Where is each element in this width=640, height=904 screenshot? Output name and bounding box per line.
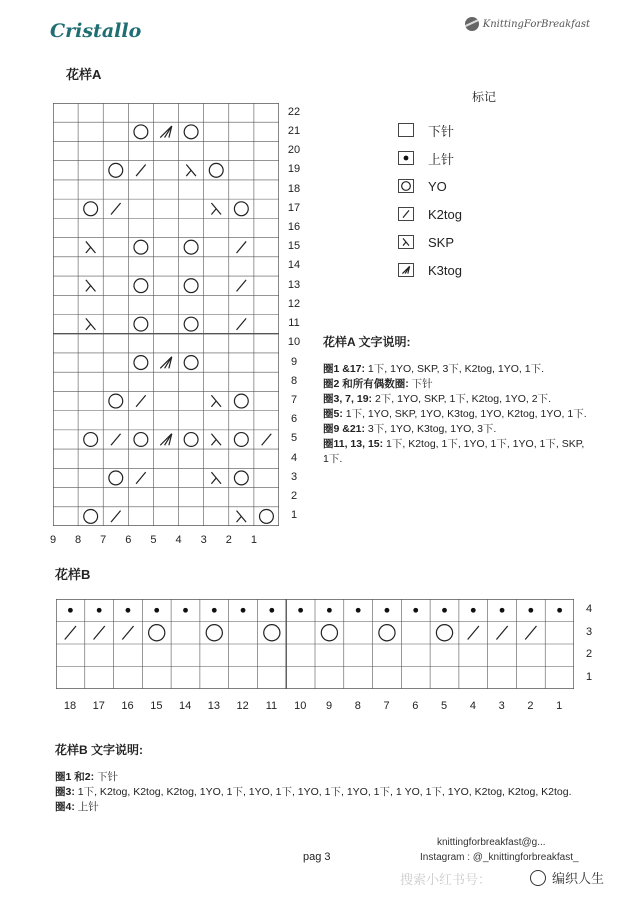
chart-b-col-label: 18 <box>63 700 77 712</box>
instruction-text: 下针 <box>408 378 433 390</box>
stitch-purl-symbol <box>97 608 102 613</box>
stitch-yo-symbol <box>134 317 148 331</box>
instruction-round-label: 圈3: <box>55 786 75 798</box>
instruction-line <box>323 437 623 452</box>
watermark-brand-text: 编织人生 <box>552 871 605 886</box>
yo-icon <box>398 179 414 193</box>
chart-a-row-label: 6 <box>290 413 298 426</box>
chart-a-col-label: 9 <box>49 534 57 546</box>
chart-a-col-label: 6 <box>125 534 132 546</box>
chart-a-row-label: 14 <box>287 259 301 272</box>
instruction-line <box>323 422 623 437</box>
instruction-line <box>55 785 635 800</box>
legend-label: 上针 <box>428 151 455 167</box>
footer-email: knittingforbreakfast@g... <box>437 837 546 848</box>
stitch-skp-symbol <box>211 203 221 215</box>
chart-a-row-label: 16 <box>287 220 301 233</box>
instruction-round-label: 圈9 &21: <box>323 423 366 435</box>
chart-b-col-label: 16 <box>121 700 134 712</box>
chart-a-row-label: 19 <box>287 163 301 176</box>
stitch-yo-symbol <box>109 163 123 177</box>
instruction-text: 2下, 1YO, SKP, 1下, K2tog, 1YO, 2下. <box>372 393 552 405</box>
chart-b-col-label: 6 <box>412 700 419 712</box>
stitch-yo-symbol <box>149 625 165 641</box>
chart-b-col-label: 10 <box>294 700 307 712</box>
stitch-purl-symbol <box>413 608 418 613</box>
stitch-yo-symbol <box>134 356 148 370</box>
wechat-icon <box>530 870 546 886</box>
instruction-line <box>323 392 623 407</box>
instruction-line <box>323 407 623 422</box>
stitch-purl-symbol <box>471 608 476 613</box>
stitch-yo-symbol <box>260 509 274 523</box>
chart-a-row-label: 5 <box>290 432 298 445</box>
stitch-yo-symbol <box>184 356 198 370</box>
stitch-yo-symbol <box>184 433 198 447</box>
chart-a-col-label: 1 <box>250 534 257 546</box>
chart-a-row-label: 7 <box>290 394 298 407</box>
brand-text: KnittingForBreakfast <box>482 18 590 30</box>
stitch-yo-symbol <box>209 163 223 177</box>
legend-item-purl <box>398 144 598 172</box>
chart-b-col-labels <box>56 700 574 716</box>
watermark-brand <box>530 868 604 887</box>
stitch-skp-symbol <box>86 280 96 292</box>
skp-icon <box>398 235 414 249</box>
instruction-text: 1下. <box>323 453 343 465</box>
stitch-k3tog-symbol <box>160 357 172 369</box>
legend-item-knit <box>398 116 598 144</box>
stitch-yo-symbol <box>234 202 248 216</box>
chart-a-grid <box>53 103 279 526</box>
legend-item-skp <box>398 228 598 256</box>
stitch-purl-symbol <box>298 608 303 613</box>
stitch-k2tog-symbol <box>468 626 479 640</box>
instruction-line <box>323 362 623 377</box>
stitch-purl-symbol <box>557 608 562 613</box>
stitch-skp-symbol <box>86 318 96 330</box>
instruction-line <box>55 770 635 785</box>
stitch-skp-symbol <box>237 511 247 523</box>
instruction-text: 1下, K2tog, K2tog, K2tog, 1YO, 1下, 1YO, 1下, 1YO, 1下, 1YO, 1下, 1 YO, 1下, 1YO, K2tog, K2tog, K2tog. <box>74 786 572 798</box>
instruction-round-label: 圈2 和所有偶数圈: <box>323 378 409 390</box>
stitch-purl-symbol <box>327 608 332 613</box>
chart-b-gridlines <box>56 599 574 689</box>
stitch-yo-symbol <box>134 279 148 293</box>
stitch-purl-symbol <box>442 608 447 613</box>
instruction-line <box>323 377 623 392</box>
stitch-yo-symbol <box>184 317 198 331</box>
chart-a-row-label: 3 <box>290 470 298 483</box>
legend-label: K3tog <box>428 262 462 278</box>
chart-a-row-label: 10 <box>287 336 301 349</box>
instruction-text: 3下, 1YO, K3tog, 1YO, 3下. <box>365 423 497 435</box>
stitch-skp-symbol <box>211 395 221 407</box>
chart-a-row-label: 8 <box>290 374 298 387</box>
stitch-k2tog-symbol <box>111 511 121 523</box>
instruction-text: 下针 <box>94 771 119 783</box>
chart-a-col-label: 2 <box>225 534 232 546</box>
chart-a-row-label: 9 <box>290 355 298 368</box>
stitch-purl-symbol <box>385 608 390 613</box>
watermark-search-text: 搜索小红书号： <box>400 872 492 887</box>
stitch-k2tog-symbol <box>525 626 536 640</box>
chart-b-row-label: 2 <box>585 648 593 661</box>
instruction-text: 1下, 1YO, SKP, 1YO, K3tog, 1YO, K2tog, 1YO, 1下. <box>342 408 587 420</box>
stitch-k2tog-symbol <box>237 318 247 330</box>
stitch-k2tog-symbol <box>65 626 76 640</box>
stitch-yo-symbol <box>84 509 98 523</box>
stitch-yo-symbol <box>184 125 198 139</box>
stitch-yo-symbol <box>234 433 248 447</box>
chart-b-col-label: 8 <box>354 700 361 712</box>
stitch-k2tog-symbol <box>136 165 146 177</box>
instruction-line <box>323 452 623 467</box>
stitch-k2tog-symbol <box>94 626 105 640</box>
chart-a-row-label: 2 <box>290 490 298 503</box>
footer-instagram: Instagram : @_knittingforbreakfast_ <box>420 852 579 863</box>
chart-a-row-label: 1 <box>290 509 298 522</box>
stitch-yo-symbol <box>84 433 98 447</box>
stitch-k2tog-symbol <box>122 626 133 640</box>
k3tog-icon <box>398 263 414 277</box>
instruction-round-label: 圈1 &17: <box>323 363 366 375</box>
chart-b-col-label: 9 <box>325 700 333 712</box>
chart-b-row-label: 4 <box>585 603 593 616</box>
stitch-yo-symbol <box>184 240 198 254</box>
legend-label: SKP <box>428 234 455 250</box>
chart-b-grid <box>56 599 574 689</box>
chart-b-col-label: 11 <box>265 700 278 712</box>
chart-b-col-label: 4 <box>469 700 476 712</box>
stitch-k2tog-symbol <box>136 395 146 407</box>
chart-b-col-label: 3 <box>498 700 505 712</box>
stitch-purl-symbol <box>269 608 274 613</box>
stitch-yo-symbol <box>436 625 452 641</box>
legend-label: YO <box>428 178 447 194</box>
chart-a-row-label: 11 <box>288 317 300 330</box>
instruction-round-label: 圈4: <box>55 801 75 813</box>
legend-item-k3tog <box>398 256 598 284</box>
stitch-yo-symbol <box>134 125 148 139</box>
chart-b-row-label: 1 <box>585 670 593 683</box>
instruction-round-label: 圈11, 13, 15: <box>323 438 384 450</box>
stitch-yo-symbol <box>84 202 98 216</box>
legend-title: 标记 <box>472 90 497 104</box>
stitch-purl-symbol <box>212 608 217 613</box>
stitch-purl-symbol <box>183 608 188 613</box>
instruction-text: 上针 <box>74 801 99 813</box>
stitch-yo-symbol <box>109 394 123 408</box>
stitch-yo-symbol <box>379 625 395 641</box>
chart-b-col-label: 15 <box>150 700 163 712</box>
chart-a-row-label: 21 <box>287 124 301 137</box>
page-number: pag 3 <box>303 851 331 863</box>
stitch-yo-symbol <box>184 279 198 293</box>
legend-item-yo <box>398 172 598 200</box>
stitch-purl-symbol <box>500 608 505 613</box>
instruction-round-label: 圈1 和2: <box>55 771 95 783</box>
stitch-skp-symbol <box>211 434 221 446</box>
chart-a-col-label: 3 <box>200 534 207 546</box>
instruction-text: 1下, 1YO, SKP, 3下, K2tog, 1YO, 1下. <box>365 363 544 375</box>
stitch-skp-symbol <box>186 165 196 177</box>
stitch-k2tog-symbol <box>136 472 146 484</box>
stitch-k3tog-symbol <box>160 126 172 138</box>
stitch-k2tog-symbol <box>237 241 247 253</box>
chart-a-row-label: 18 <box>287 182 301 195</box>
stitch-k2tog-symbol <box>111 203 121 215</box>
stitch-yo-symbol <box>134 433 148 447</box>
instruction-text: 1下, K2tog, 1下, 1YO, 1下, 1YO, 1下, SKP, <box>383 438 585 450</box>
legend-label: 下针 <box>428 123 455 139</box>
stitch-k3tog-symbol <box>160 434 172 446</box>
chart-b-col-label: 1 <box>556 700 563 712</box>
brand-logo <box>465 17 590 31</box>
legend <box>398 116 598 284</box>
stitch-k2tog-symbol <box>262 434 272 446</box>
stitch-yo-symbol <box>109 471 123 485</box>
stitch-yo-symbol <box>264 625 280 641</box>
stitch-k2tog-symbol <box>237 280 247 292</box>
stitch-purl-symbol <box>154 608 159 613</box>
chart-b-col-label: 12 <box>236 700 249 712</box>
chart-a-instructions-title: 花样A 文字说明: <box>323 335 411 349</box>
chart-a-col-label: 7 <box>100 534 107 546</box>
chart-a-row-label: 15 <box>287 240 301 253</box>
stitch-yo-symbol <box>234 471 248 485</box>
chart-b-col-label: 14 <box>178 700 192 712</box>
stitch-yo-symbol <box>234 394 248 408</box>
stitch-skp-symbol <box>86 241 96 253</box>
stitch-purl-symbol <box>528 608 533 613</box>
stitch-purl-symbol <box>356 608 361 613</box>
chart-b-row-label: 3 <box>585 625 593 638</box>
chart-a-gridlines <box>53 103 279 526</box>
stitch-skp-symbol <box>211 472 221 484</box>
stitch-yo-symbol <box>321 625 337 641</box>
stitch-purl-symbol <box>126 608 131 613</box>
stitch-purl-symbol <box>241 608 246 613</box>
legend-label: K2tog <box>428 206 462 222</box>
chart-a-row-label: 12 <box>287 297 301 310</box>
chart-b-col-label: 5 <box>441 700 448 712</box>
chart-a-col-label: 4 <box>175 534 182 546</box>
stitch-k2tog-symbol <box>496 626 507 640</box>
chart-a-col-label: 5 <box>150 534 157 546</box>
chart-a-row-label: 22 <box>287 105 301 118</box>
chart-b-title: 花样B <box>55 567 91 582</box>
instruction-line <box>55 800 635 815</box>
chart-b-col-label: 13 <box>207 700 220 712</box>
chart-a-row-label: 20 <box>287 144 301 157</box>
cristallo-logo: Cristallo <box>50 20 142 42</box>
chart-b-col-label: 17 <box>92 700 105 712</box>
stitch-purl-symbol <box>68 608 73 613</box>
instruction-round-label: 圈5: <box>323 408 343 420</box>
chart-a-col-labels <box>49 534 279 550</box>
chart-a-row-label: 17 <box>287 201 301 214</box>
chart-a-row-label: 4 <box>290 451 298 464</box>
yarn-ball-icon <box>465 17 479 31</box>
legend-item-k2tog <box>398 200 598 228</box>
chart-b-instructions-title: 花样B 文字说明: <box>55 743 143 757</box>
chart-a-row-label: 13 <box>287 278 301 291</box>
chart-b-col-label: 7 <box>383 700 390 712</box>
chart-b-col-label: 2 <box>527 700 534 712</box>
purl-icon <box>398 151 414 165</box>
chart-b-instructions <box>55 770 635 815</box>
stitch-k2tog-symbol <box>111 434 121 446</box>
knit-icon <box>398 123 414 137</box>
chart-a-title: 花样A <box>66 67 102 82</box>
instruction-round-label: 圈3, 7, 19: <box>323 393 373 405</box>
chart-a-col-label: 8 <box>75 534 82 546</box>
stitch-yo-symbol <box>206 625 222 641</box>
stitch-yo-symbol <box>134 240 148 254</box>
k2tog-icon <box>398 207 414 221</box>
chart-a-instructions <box>323 362 623 467</box>
